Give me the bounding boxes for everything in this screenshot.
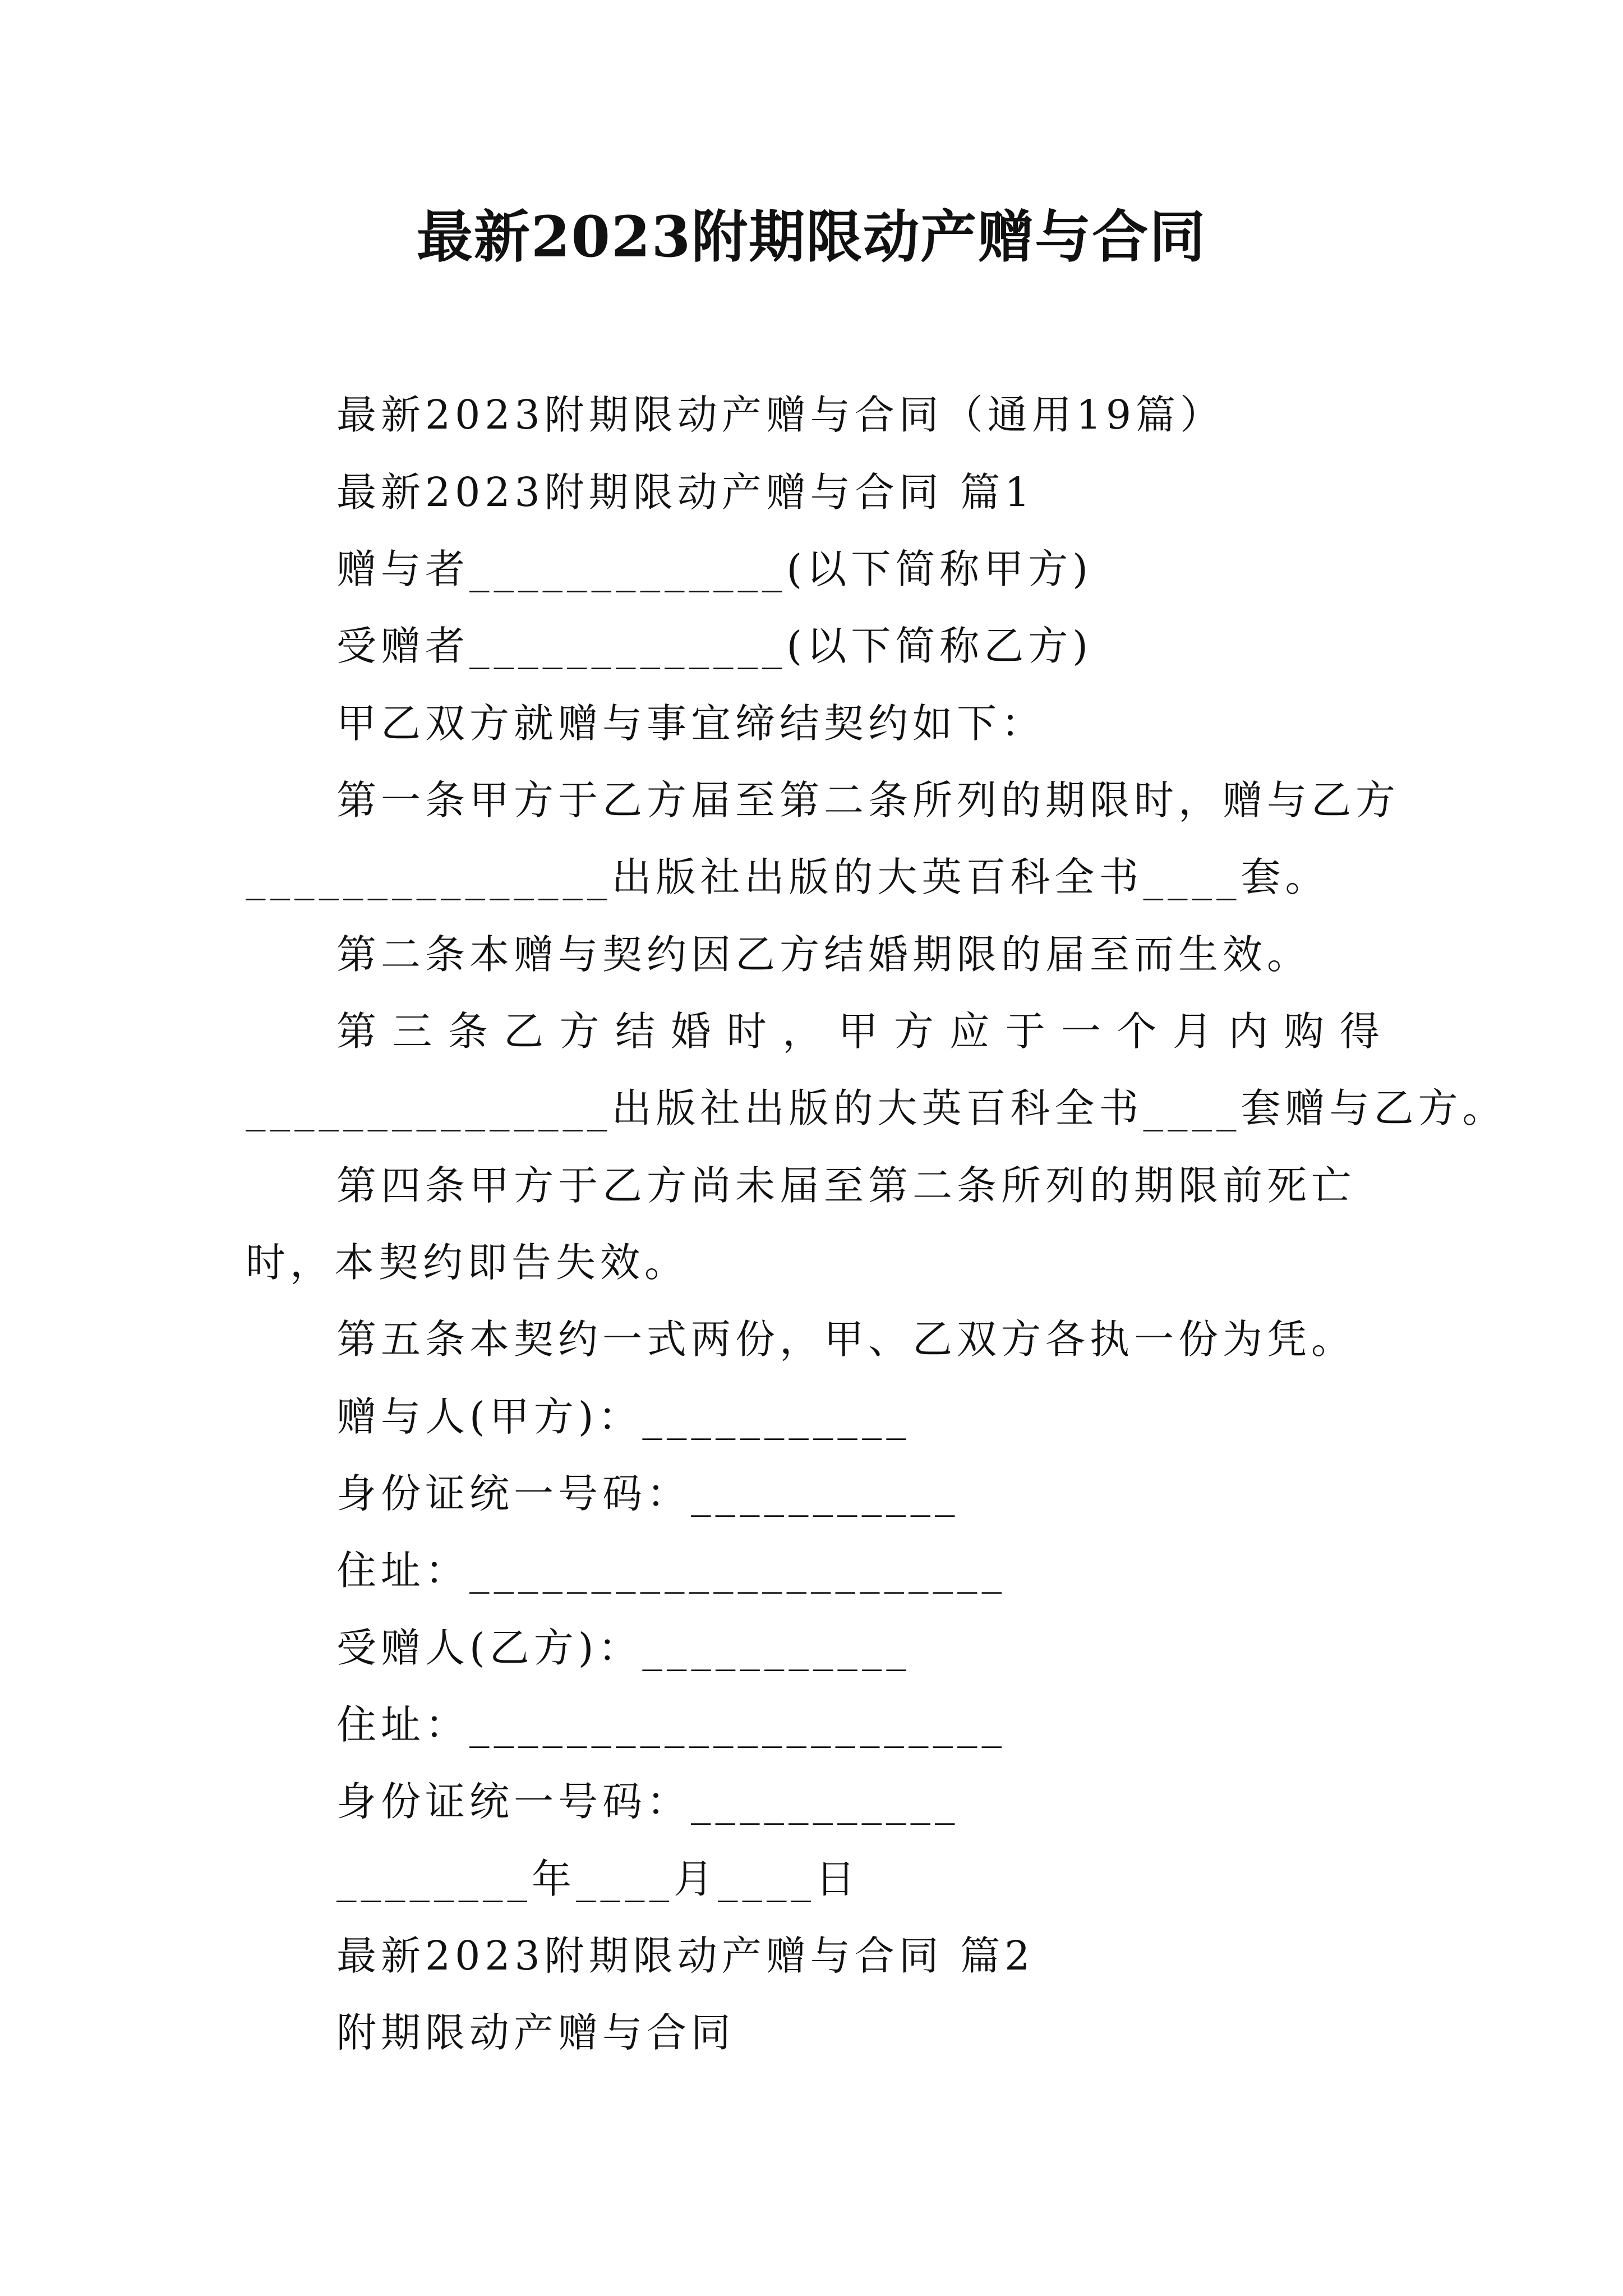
donor-line: 赠与者_____________(以下简称甲方) [336, 546, 1092, 592]
article-3-line-1: 第三条乙方结婚时，甲方应于一个月内购得 [336, 1008, 1380, 1055]
section-2-title: 附期限动产赠与合同 [336, 2009, 736, 2056]
agreement-intro: 甲乙双方就赠与事宜缔结契约如下： [336, 700, 1046, 747]
document-subtitle: 最新2023附期限动产赠与合同（通用19篇） [336, 392, 1225, 438]
article-1-line-1: 第一条甲方于乙方届至第二条所列的期限时，赠与乙方 [336, 777, 1400, 823]
article-4-line-1: 第四条甲方于乙方尚未届至第二条所列的期限前死亡 [336, 1162, 1356, 1209]
article-1-line-2: _______________出版社出版的大英百科全书____套。 [246, 854, 1330, 900]
donee-line: 受赠者_____________(以下简称乙方) [336, 623, 1092, 669]
section-heading-2: 最新2023附期限动产赠与合同 篇2 [336, 1932, 1035, 1979]
article-3-line-2: _______________出版社出版的大英百科全书____套赠与乙方。 [246, 1085, 1507, 1131]
donor-signature-field: 赠与人(甲方)：___________ [336, 1393, 911, 1440]
donee-address-field: 住址：______________________ [336, 1701, 1007, 1748]
article-4-line-2: 时，本契约即告失效。 [246, 1239, 689, 1286]
document-title: 最新2023附期限动产赠与合同 [416, 204, 1207, 270]
date-field: ________年____月____日 [336, 1856, 860, 1902]
article-5: 第五条本契约一式两份，甲、乙双方各执一份为凭。 [336, 1316, 1356, 1363]
donee-id-field: 身份证统一号码：___________ [336, 1778, 960, 1825]
donor-address-field: 住址：______________________ [336, 1547, 1007, 1594]
section-heading-1: 最新2023附期限动产赠与合同 篇1 [336, 469, 1035, 516]
donee-signature-field: 受赠人(乙方)：___________ [336, 1625, 911, 1671]
donor-id-field: 身份证统一号码：___________ [336, 1470, 960, 1517]
article-2: 第二条本赠与契约因乙方结婚期限的届至而生效。 [336, 931, 1312, 978]
